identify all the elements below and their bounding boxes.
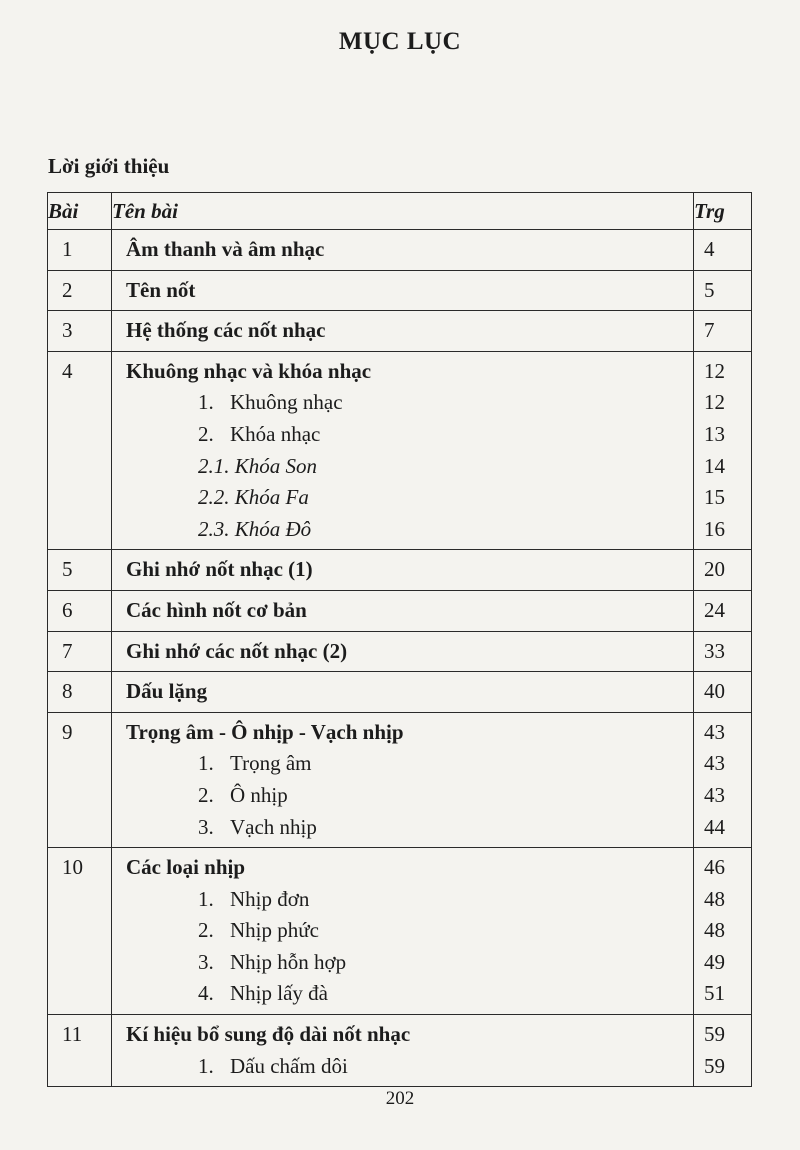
lesson-name-cell — [112, 1015, 694, 1087]
section-item — [126, 780, 693, 812]
subsection-item: 2.2. Khóa Fa — [198, 485, 309, 510]
section-page: 12 — [704, 390, 725, 415]
lesson-name-cell — [112, 590, 694, 631]
toc-row — [48, 848, 752, 1015]
section-item — [126, 748, 693, 780]
toc-row — [48, 631, 752, 672]
lesson-number-cell — [48, 311, 112, 352]
lesson-page-cell — [694, 631, 752, 672]
lesson-title: Các loại nhịp — [126, 855, 246, 880]
lesson-page: 20 — [704, 557, 725, 582]
intro-heading: Lời giới thiệu — [48, 154, 170, 178]
toc-row — [48, 550, 752, 591]
lesson-number-cell — [48, 270, 112, 311]
section-page: 43 — [704, 751, 725, 776]
toc-row — [48, 311, 752, 352]
lesson-number: 7 — [62, 638, 73, 663]
lesson-title: Ghi nhớ nốt nhạc (1) — [126, 557, 313, 582]
section-page: 49 — [704, 949, 725, 974]
section-title: Nhịp lấy đà — [230, 981, 328, 1006]
lesson-page-cell — [694, 550, 752, 591]
section-page: 43 — [704, 782, 725, 807]
section-item — [126, 419, 693, 451]
section-title: Dấu chấm dôi — [230, 1053, 348, 1078]
lesson-number: 8 — [62, 679, 73, 704]
section-page: 14 — [704, 453, 725, 478]
header-lesson-number: Bài — [48, 193, 112, 230]
section-number: 4. — [198, 981, 214, 1006]
page-title: MỤC LỤC — [338, 28, 462, 55]
section-title: Nhịp hỗn hợp — [230, 949, 347, 974]
section-item — [126, 978, 693, 1010]
lesson-name-cell — [112, 270, 694, 311]
lesson-page-cell — [694, 1015, 752, 1087]
section-page: 44 — [704, 814, 725, 839]
lesson-number-cell — [48, 1015, 112, 1087]
lesson-title: Ghi nhớ các nốt nhạc (2) — [126, 638, 348, 663]
toc-row — [48, 712, 752, 847]
lesson-name-cell — [112, 311, 694, 352]
lesson-page: 59 — [704, 1022, 725, 1047]
section-title: Khóa nhạc — [230, 421, 321, 446]
section-item — [126, 1051, 693, 1083]
lesson-title: Âm thanh và âm nhạc — [126, 237, 325, 261]
section-item — [126, 387, 693, 419]
lesson-number: 3 — [62, 318, 73, 343]
lesson-number: 9 — [62, 719, 73, 744]
header-lesson-name: Tên bài — [112, 193, 694, 230]
lesson-page: 33 — [704, 638, 725, 663]
lesson-page: 4 — [704, 237, 715, 261]
section-number: 1. — [198, 886, 214, 911]
lesson-name-cell — [112, 848, 694, 1015]
lesson-title: Tên nốt — [126, 277, 196, 302]
lesson-name-cell — [112, 672, 694, 713]
lesson-number: 2 — [62, 277, 73, 302]
lesson-number-cell — [48, 351, 112, 550]
section-item — [126, 947, 693, 979]
toc-body — [48, 230, 752, 1087]
section-page: 16 — [704, 516, 725, 541]
lesson-number-cell — [48, 590, 112, 631]
lesson-page-cell — [694, 230, 752, 271]
lesson-page-cell — [694, 351, 752, 550]
lesson-title: Trọng âm - Ô nhịp - Vạch nhịp — [126, 719, 404, 744]
section-page: 48 — [704, 918, 725, 943]
lesson-page: 24 — [704, 597, 725, 622]
lesson-page-cell — [694, 270, 752, 311]
lesson-page: 46 — [704, 855, 725, 880]
toc-header-row — [48, 193, 752, 230]
lesson-number-cell — [48, 550, 112, 591]
toc-row — [48, 672, 752, 713]
lesson-page-cell — [694, 590, 752, 631]
lesson-page: 7 — [704, 318, 715, 343]
toc-table — [47, 192, 752, 1087]
section-number: 2. — [198, 782, 214, 807]
page-number: 202 — [385, 1088, 415, 1109]
subsection-item: 2.3. Khóa Đô — [198, 516, 312, 541]
lesson-number: 10 — [62, 855, 83, 880]
section-item — [126, 884, 693, 916]
lesson-number-cell — [48, 631, 112, 672]
lesson-number-cell — [48, 712, 112, 847]
section-page: 13 — [704, 421, 725, 446]
toc-row — [48, 1015, 752, 1087]
section-title: Nhịp phức — [230, 918, 319, 943]
lesson-page: 40 — [704, 679, 725, 704]
section-number: 1. — [198, 1053, 214, 1078]
lesson-name-cell — [112, 351, 694, 550]
section-number: 1. — [198, 751, 214, 776]
section-item — [126, 915, 693, 947]
lesson-number: 1 — [62, 237, 73, 261]
header-page: Trg — [694, 193, 752, 230]
lesson-name-cell — [112, 712, 694, 847]
lesson-number-cell — [48, 230, 112, 271]
toc-row — [48, 230, 752, 271]
section-item — [126, 812, 693, 844]
lesson-name-cell — [112, 631, 694, 672]
lesson-title: Khuông nhạc và khóa nhạc — [126, 358, 372, 383]
section-page: 15 — [704, 485, 725, 510]
lesson-page: 43 — [704, 719, 725, 744]
lesson-page-cell — [694, 672, 752, 713]
section-number: 3. — [198, 949, 214, 974]
lesson-number: 4 — [62, 358, 73, 383]
section-page: 48 — [704, 886, 725, 911]
section-number: 2. — [198, 918, 214, 943]
toc-row — [48, 590, 752, 631]
lesson-title: Dấu lặng — [126, 679, 208, 704]
toc-row — [48, 270, 752, 311]
lesson-number-cell — [48, 848, 112, 1015]
lesson-page: 5 — [704, 277, 715, 302]
section-title: Vạch nhịp — [230, 814, 317, 839]
lesson-title: Các hình nốt cơ bản — [126, 597, 307, 622]
subsection-item: 2.1. Khóa Son — [198, 453, 318, 478]
lesson-number-cell — [48, 672, 112, 713]
section-page: 59 — [704, 1053, 725, 1078]
section-title: Trọng âm — [230, 751, 312, 776]
lesson-number: 11 — [62, 1022, 83, 1047]
lesson-page: 12 — [704, 358, 725, 383]
lesson-number: 5 — [62, 557, 73, 582]
lesson-name-cell — [112, 230, 694, 271]
lesson-title: Kí hiệu bổ sung độ dài nốt nhạc — [126, 1022, 411, 1047]
lesson-page-cell — [694, 848, 752, 1015]
section-title: Ô nhịp — [230, 782, 288, 807]
lesson-title: Hệ thống các nốt nhạc — [126, 318, 326, 343]
section-number: 1. — [198, 390, 214, 415]
section-page: 51 — [704, 981, 725, 1006]
section-title: Nhịp đơn — [230, 886, 310, 911]
lesson-page-cell — [694, 712, 752, 847]
lesson-page-cell — [694, 311, 752, 352]
toc-row — [48, 351, 752, 550]
section-title: Khuông nhạc — [230, 390, 343, 415]
lesson-name-cell — [112, 550, 694, 591]
section-number: 3. — [198, 814, 214, 839]
lesson-number: 6 — [62, 597, 73, 622]
section-number: 2. — [198, 421, 214, 446]
